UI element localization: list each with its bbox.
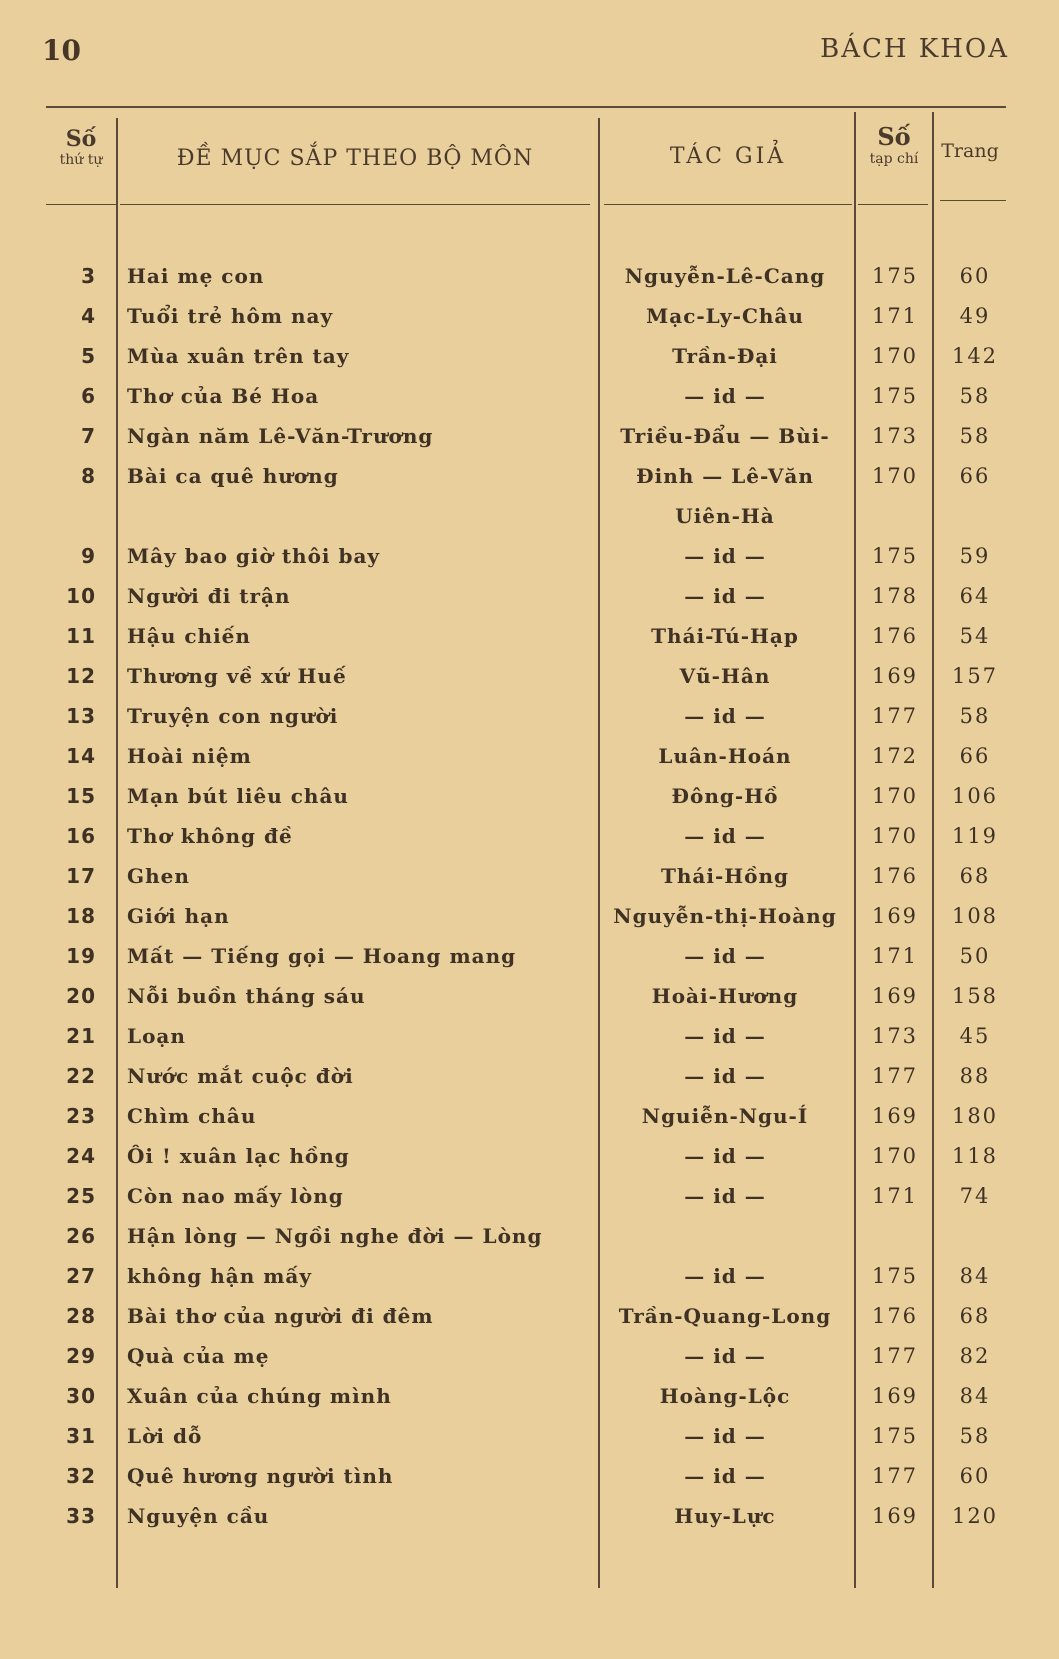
table-row: [0, 464, 1059, 504]
entry-author: — id —: [684, 584, 766, 608]
entry-page: 54: [959, 624, 991, 648]
entry-number: 25: [66, 1184, 96, 1208]
entry-title: Mất — Tiếng gọi — Hoang mang: [127, 944, 517, 968]
entry-author: — id —: [684, 1144, 766, 1168]
entry-issue: 170: [871, 1144, 919, 1168]
entry-author: — id —: [684, 1064, 766, 1088]
entry-title: Ghen: [127, 864, 190, 888]
entry-issue: 177: [871, 1344, 919, 1368]
entry-author: Trần-Đại: [672, 344, 778, 368]
entry-number: 18: [66, 904, 96, 928]
header-title: ĐỀ MỤC SẮP THEO BỘ MÔN: [176, 146, 534, 171]
entry-number: 13: [66, 704, 96, 728]
entry-author: Vũ-Hân: [679, 664, 771, 688]
entry-title: Chìm châu: [127, 1104, 257, 1128]
entry-page: 58: [959, 424, 991, 448]
entry-author: — id —: [684, 824, 766, 848]
entry-author: Hoài-Hương: [651, 984, 799, 1008]
entry-page: 180: [951, 1104, 999, 1128]
entry-title: Giới hạn: [127, 904, 230, 928]
table-row: [0, 1104, 1059, 1144]
header-no-line1: Số: [65, 126, 97, 152]
entry-author: Triều-Đẩu — Bùi-: [620, 424, 830, 448]
entry-title: Người đi trận: [127, 584, 291, 608]
entry-number: 22: [66, 1064, 96, 1088]
entry-number: 5: [81, 344, 96, 368]
entry-page: 88: [959, 1064, 991, 1088]
entry-issue: 175: [871, 544, 919, 568]
header-rule-no: [46, 204, 116, 205]
entry-number: 4: [81, 304, 96, 328]
entry-number: 9: [81, 544, 96, 568]
entry-title: Bài thơ của người đi đêm: [127, 1304, 434, 1328]
entry-issue: 173: [871, 1024, 919, 1048]
entry-page: 74: [959, 1184, 991, 1208]
entry-number: 19: [66, 944, 96, 968]
entry-author: — id —: [684, 1464, 766, 1488]
entry-page: 64: [959, 584, 991, 608]
entry-page: 120: [951, 1504, 999, 1528]
header-issue: [856, 122, 932, 167]
header-no-line2: thứ tự: [59, 152, 103, 168]
entry-page: 84: [959, 1264, 991, 1288]
entry-issue: 175: [871, 1424, 919, 1448]
entry-title: Bài ca quê hương: [127, 464, 339, 488]
entry-page: 60: [959, 1464, 991, 1488]
entry-title: Còn nao mấy lòng: [127, 1184, 344, 1208]
entry-title: Lời dỗ: [127, 1424, 203, 1448]
entry-author: Thái-Tú-Hạp: [651, 624, 799, 648]
entry-author: Thái-Hồng: [660, 864, 790, 888]
entry-issue: 169: [871, 1384, 919, 1408]
table-row: [0, 304, 1059, 344]
entry-title: không hận mấy: [127, 1264, 312, 1288]
table-row: [0, 784, 1059, 824]
entry-number: 10: [66, 584, 96, 608]
entry-author: Nguyễn-Lê-Cang: [624, 264, 826, 288]
entry-number: 27: [66, 1264, 96, 1288]
entry-title: Truyện con người: [127, 704, 339, 728]
header-no: [46, 126, 116, 168]
entry-issue: 171: [871, 944, 919, 968]
entry-number: 33: [66, 1504, 96, 1528]
entry-number: 12: [66, 664, 96, 688]
entry-page: 142: [951, 344, 999, 368]
entry-page: 60: [959, 264, 991, 288]
entry-page: 58: [959, 704, 991, 728]
entry-issue: 177: [871, 704, 919, 728]
table-row: [0, 1064, 1059, 1104]
entry-page: 158: [951, 984, 999, 1008]
entry-title: Nước mắt cuộc đời: [127, 1064, 354, 1088]
entry-page: 66: [959, 464, 991, 488]
entry-issue: 169: [871, 664, 919, 688]
entry-title: Ôi ! xuân lạc hồng: [127, 1144, 350, 1168]
entry-author: — id —: [684, 1184, 766, 1208]
entry-number: 14: [66, 744, 96, 768]
entry-number: 7: [81, 424, 96, 448]
entry-title: Mây bao giờ thôi bay: [127, 544, 381, 568]
entry-issue: 171: [871, 1184, 919, 1208]
entry-number: 17: [66, 864, 96, 888]
table-row: [0, 424, 1059, 464]
entry-issue: 173: [871, 424, 919, 448]
entry-author: Huy-Lực: [674, 1504, 776, 1528]
entry-number: 11: [66, 624, 96, 648]
entry-number: 28: [66, 1304, 96, 1328]
header-page: Trang: [941, 140, 999, 162]
table-row: [0, 1424, 1059, 1464]
entry-title: Thơ của Bé Hoa: [127, 384, 320, 408]
table-row: [0, 704, 1059, 744]
entry-number: 15: [66, 784, 96, 808]
table-row: [0, 1184, 1059, 1224]
header-rule-issue: [858, 204, 928, 205]
table-row: [0, 864, 1059, 904]
header-rule-author: [604, 204, 852, 205]
header-issue-line1: Số: [877, 122, 911, 151]
table-row: [0, 544, 1059, 584]
table-row: [0, 824, 1059, 864]
top-rule: [46, 106, 1006, 108]
entry-page: 157: [951, 664, 999, 688]
entry-page: 59: [959, 544, 991, 568]
entry-author: Uiên-Hà: [675, 504, 775, 528]
entry-title: Hậu chiến: [127, 624, 251, 648]
entry-issue: 176: [871, 624, 919, 648]
entry-title: Mạn bút liêu châu: [127, 784, 349, 808]
entry-title: Nguyện cầu: [127, 1504, 270, 1528]
entry-issue: 177: [871, 1464, 919, 1488]
entry-number: 30: [66, 1384, 96, 1408]
entry-page: 108: [951, 904, 999, 928]
entry-author: Trần-Quang-Long: [618, 1304, 832, 1328]
entry-number: 24: [66, 1144, 96, 1168]
entry-title: Hoài niệm: [127, 744, 252, 768]
entry-number: 6: [81, 384, 96, 408]
table-row: [0, 1024, 1059, 1064]
entry-title: Loạn: [127, 1024, 186, 1048]
entry-author: — id —: [684, 944, 766, 968]
entry-number: 20: [66, 984, 96, 1008]
entry-page: 49: [959, 304, 991, 328]
entry-page: 106: [951, 784, 999, 808]
entry-author: — id —: [684, 1424, 766, 1448]
entry-title: Quà của mẹ: [127, 1344, 270, 1368]
entry-page: 119: [951, 824, 999, 848]
entry-issue: 169: [871, 1104, 919, 1128]
entry-number: 23: [66, 1104, 96, 1128]
entry-number: 32: [66, 1464, 96, 1488]
entry-issue: 175: [871, 264, 919, 288]
table-row: [0, 1264, 1059, 1304]
entry-issue: 175: [871, 1264, 919, 1288]
table-row: [0, 344, 1059, 384]
entry-page: 118: [951, 1144, 999, 1168]
entry-issue: 169: [871, 904, 919, 928]
table-row: [0, 624, 1059, 664]
entry-author: Luân-Hoán: [658, 744, 792, 768]
table-row: [0, 504, 1059, 544]
running-head: BÁCH KHOA: [820, 34, 1009, 64]
entry-title: Thơ không đề: [127, 824, 293, 848]
table-row: [0, 1504, 1059, 1544]
entry-author: — id —: [684, 1264, 766, 1288]
entry-author: Nguyễn-thị-Hoàng: [613, 904, 837, 928]
entry-page: 84: [959, 1384, 991, 1408]
entry-title: Quê hương người tình: [127, 1464, 394, 1488]
entry-title: Mùa xuân trên tay: [127, 344, 350, 368]
entry-page: 82: [959, 1344, 991, 1368]
entry-author: — id —: [684, 704, 766, 728]
entry-number: 31: [66, 1424, 96, 1448]
entry-title: Ngàn năm Lê-Văn-Trương: [127, 424, 434, 448]
entry-issue: 170: [871, 824, 919, 848]
entry-issue: 178: [871, 584, 919, 608]
table-row: [0, 744, 1059, 784]
table-row: [0, 944, 1059, 984]
table-row: [0, 1144, 1059, 1184]
entry-title: Nỗi buồn tháng sáu: [127, 984, 366, 1008]
entry-author: — id —: [684, 1024, 766, 1048]
entry-number: 29: [66, 1344, 96, 1368]
entry-author: Hoàng-Lộc: [659, 1384, 791, 1408]
entry-page: 66: [959, 744, 991, 768]
entry-issue: 169: [871, 984, 919, 1008]
entry-author: Mạc-Ly-Châu: [646, 304, 804, 328]
entry-title: Thương về xứ Huế: [127, 664, 347, 688]
entry-title: Hai mẹ con: [127, 264, 265, 288]
table-row: [0, 1224, 1059, 1264]
page-number: 10: [42, 34, 81, 67]
entry-author: — id —: [684, 1344, 766, 1368]
table-row: [0, 664, 1059, 704]
entry-issue: 176: [871, 864, 919, 888]
entry-page: 68: [959, 864, 991, 888]
table-row: [0, 264, 1059, 304]
table-row: [0, 1464, 1059, 1504]
entry-page: 50: [959, 944, 991, 968]
header-rule-title: [120, 204, 590, 205]
table-row: [0, 584, 1059, 624]
entry-issue: 176: [871, 1304, 919, 1328]
entry-title: Hận lòng — Ngồi nghe đời — Lòng: [127, 1224, 543, 1248]
entry-number: 16: [66, 824, 96, 848]
entry-number: 26: [66, 1224, 96, 1248]
header-rule-page: [940, 200, 1006, 201]
entry-issue: 171: [871, 304, 919, 328]
entry-title: Xuân của chúng mình: [127, 1384, 392, 1408]
entry-number: 8: [81, 464, 96, 488]
entry-issue: 175: [871, 384, 919, 408]
table-row: [0, 384, 1059, 424]
entry-number: 3: [81, 264, 96, 288]
table-row: [0, 1304, 1059, 1344]
entry-issue: 172: [871, 744, 919, 768]
header-issue-line2: tạp chí: [869, 151, 919, 167]
entry-author: Nguiễn-Ngu-Í: [641, 1104, 809, 1128]
header-author: TÁC GIẢ: [669, 144, 787, 169]
entry-author: — id —: [684, 384, 766, 408]
entry-author: — id —: [684, 544, 766, 568]
entry-page: 58: [959, 384, 991, 408]
entry-issue: 169: [871, 1504, 919, 1528]
table-row: [0, 904, 1059, 944]
table-row: [0, 984, 1059, 1024]
entry-issue: 177: [871, 1064, 919, 1088]
entry-issue: 170: [871, 464, 919, 488]
entry-page: 45: [959, 1024, 991, 1048]
entry-issue: 170: [871, 784, 919, 808]
entry-issue: 170: [871, 344, 919, 368]
entry-author: Đinh — Lê-Văn: [636, 464, 814, 488]
entry-page: 58: [959, 1424, 991, 1448]
table-row: [0, 1344, 1059, 1384]
entry-author: Đông-Hồ: [671, 784, 779, 808]
entry-number: 21: [66, 1024, 96, 1048]
entry-page: 68: [959, 1304, 991, 1328]
entry-title: Tuổi trẻ hôm nay: [127, 304, 334, 328]
table-row: [0, 1384, 1059, 1424]
